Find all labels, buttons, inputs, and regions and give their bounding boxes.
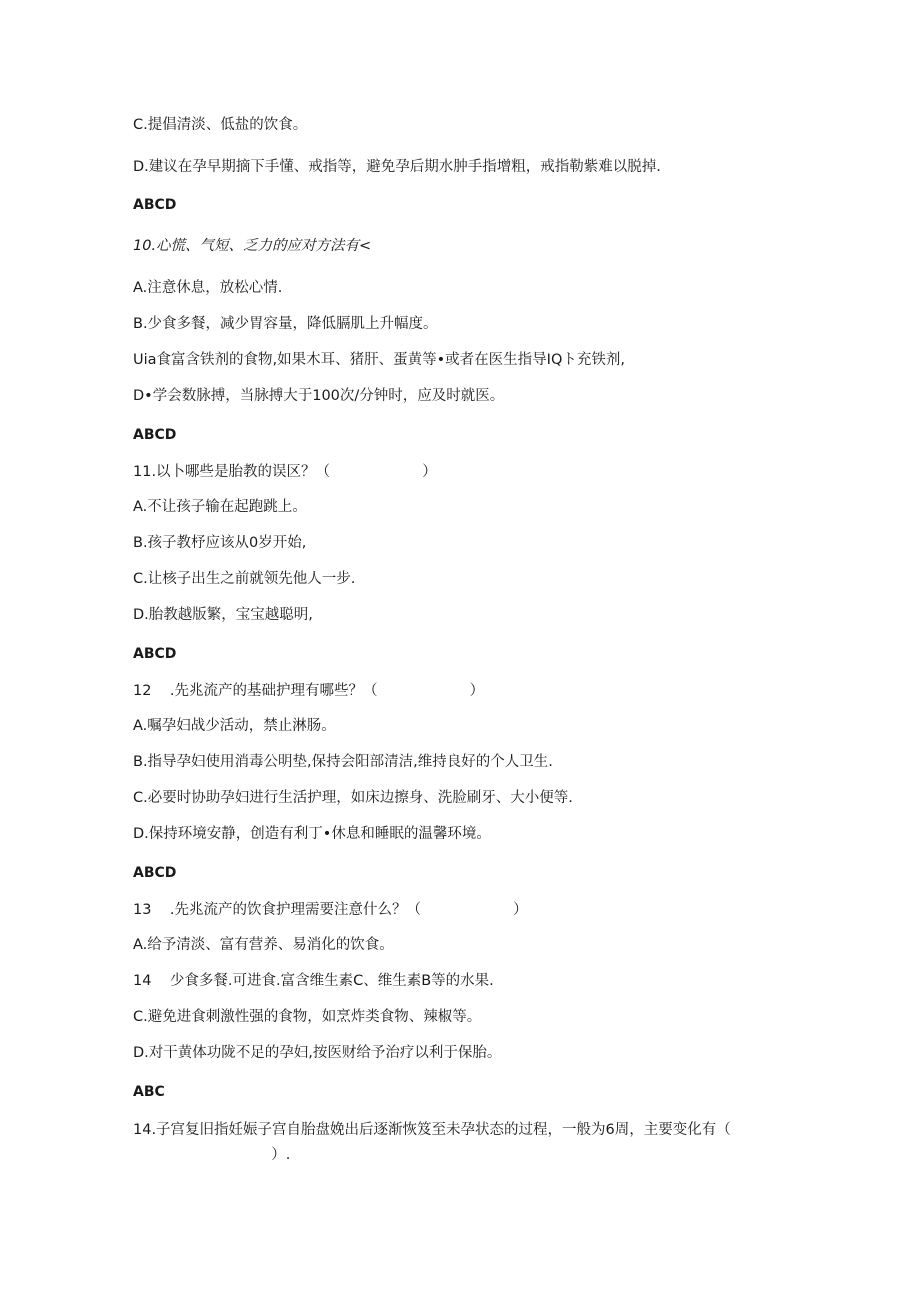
answer-q12: ABCD <box>133 865 177 881</box>
answer-q13: ABC <box>133 1084 165 1100</box>
question-10: 10.心慌、气短、乏力的应对方法有< <box>133 238 372 254</box>
answer-q9: ABCD <box>133 197 177 213</box>
question-11: 11.以卜哪些是胎教的误区？（ ） <box>133 464 437 480</box>
option-a-q10: A.注意休息，放松心情. <box>133 280 283 296</box>
option-a-q11: A.不让孩子输在起跑跳上。 <box>133 499 307 515</box>
option-c-q12: C.必要时协助孕妇进行生活护理，如床边擦身、洗脸刷牙、大小便等. <box>133 790 573 806</box>
question-13: 13 .先兆流产的饮食护理需要注意什么？（ ） <box>133 902 528 918</box>
option-b-q10: B.少食多餐，减少胃容量，降低膈肌上升幅度。 <box>133 316 438 332</box>
option-c-q9: C.提倡清淡、低盐的饮食。 <box>133 117 308 133</box>
option-a-q12: A.嘱孕妇战少活动，禁止淋肠。 <box>133 718 336 734</box>
answer-q11: ABCD <box>133 646 177 662</box>
question-14-continued: ）. <box>133 1147 291 1163</box>
option-b-q12: B.指导孕妇使用消毒公明垫,保持会阳部清洁,维持良好的个人卫生. <box>133 754 553 770</box>
option-d-q12: D.保持环境安静，创造有利丁•休息和睡眠的温馨环境。 <box>133 826 491 842</box>
option-b-q13: 14 少食多餐.可进食.富含维生素C、维生素B等的水果. <box>133 973 494 989</box>
option-d-q10: D•学会数脉搏，当脉搏大于100次/分钟时，应及时就医。 <box>133 388 505 404</box>
option-a-q13: A.给予清淡、富有营养、易消化的饮食。 <box>133 937 394 953</box>
option-c-q13: C.避免进食刺激性强的食物，如烹炸类食物、辣椒等。 <box>133 1009 482 1025</box>
option-c-q10: Uia食富含铁剂的食物,如果木耳、猪肝、蛋黄等•或者在医生指导IQト充铁剂, <box>133 352 625 368</box>
option-d-q13: D.对干黄体功陇不足的孕妇,按医财给予治疗以利于保胎。 <box>133 1045 502 1061</box>
question-12: 12 .先兆流产的基础护理有哪些？（ ） <box>133 683 485 699</box>
option-d-q9: D.建议在孕早期摘下手懂、戒指等，避免孕后期水肿手指增粗，戒指勒紫难以脱掉. <box>133 159 661 175</box>
option-d-q11: D.胎教越版繁，宝宝越聪明, <box>133 607 313 623</box>
question-14: 14.子宫复旧指妊娠子宫自胎盘娩出后逐渐恢笈至未孕状态的过程，一般为6周，主要变化有（ <box>133 1122 731 1138</box>
answer-q10: ABCD <box>133 427 177 443</box>
option-c-q11: C.让核子出生之前就领先他人一步. <box>133 571 356 587</box>
option-b-q11: B.孩子教杼应该从0岁开始, <box>133 535 307 551</box>
